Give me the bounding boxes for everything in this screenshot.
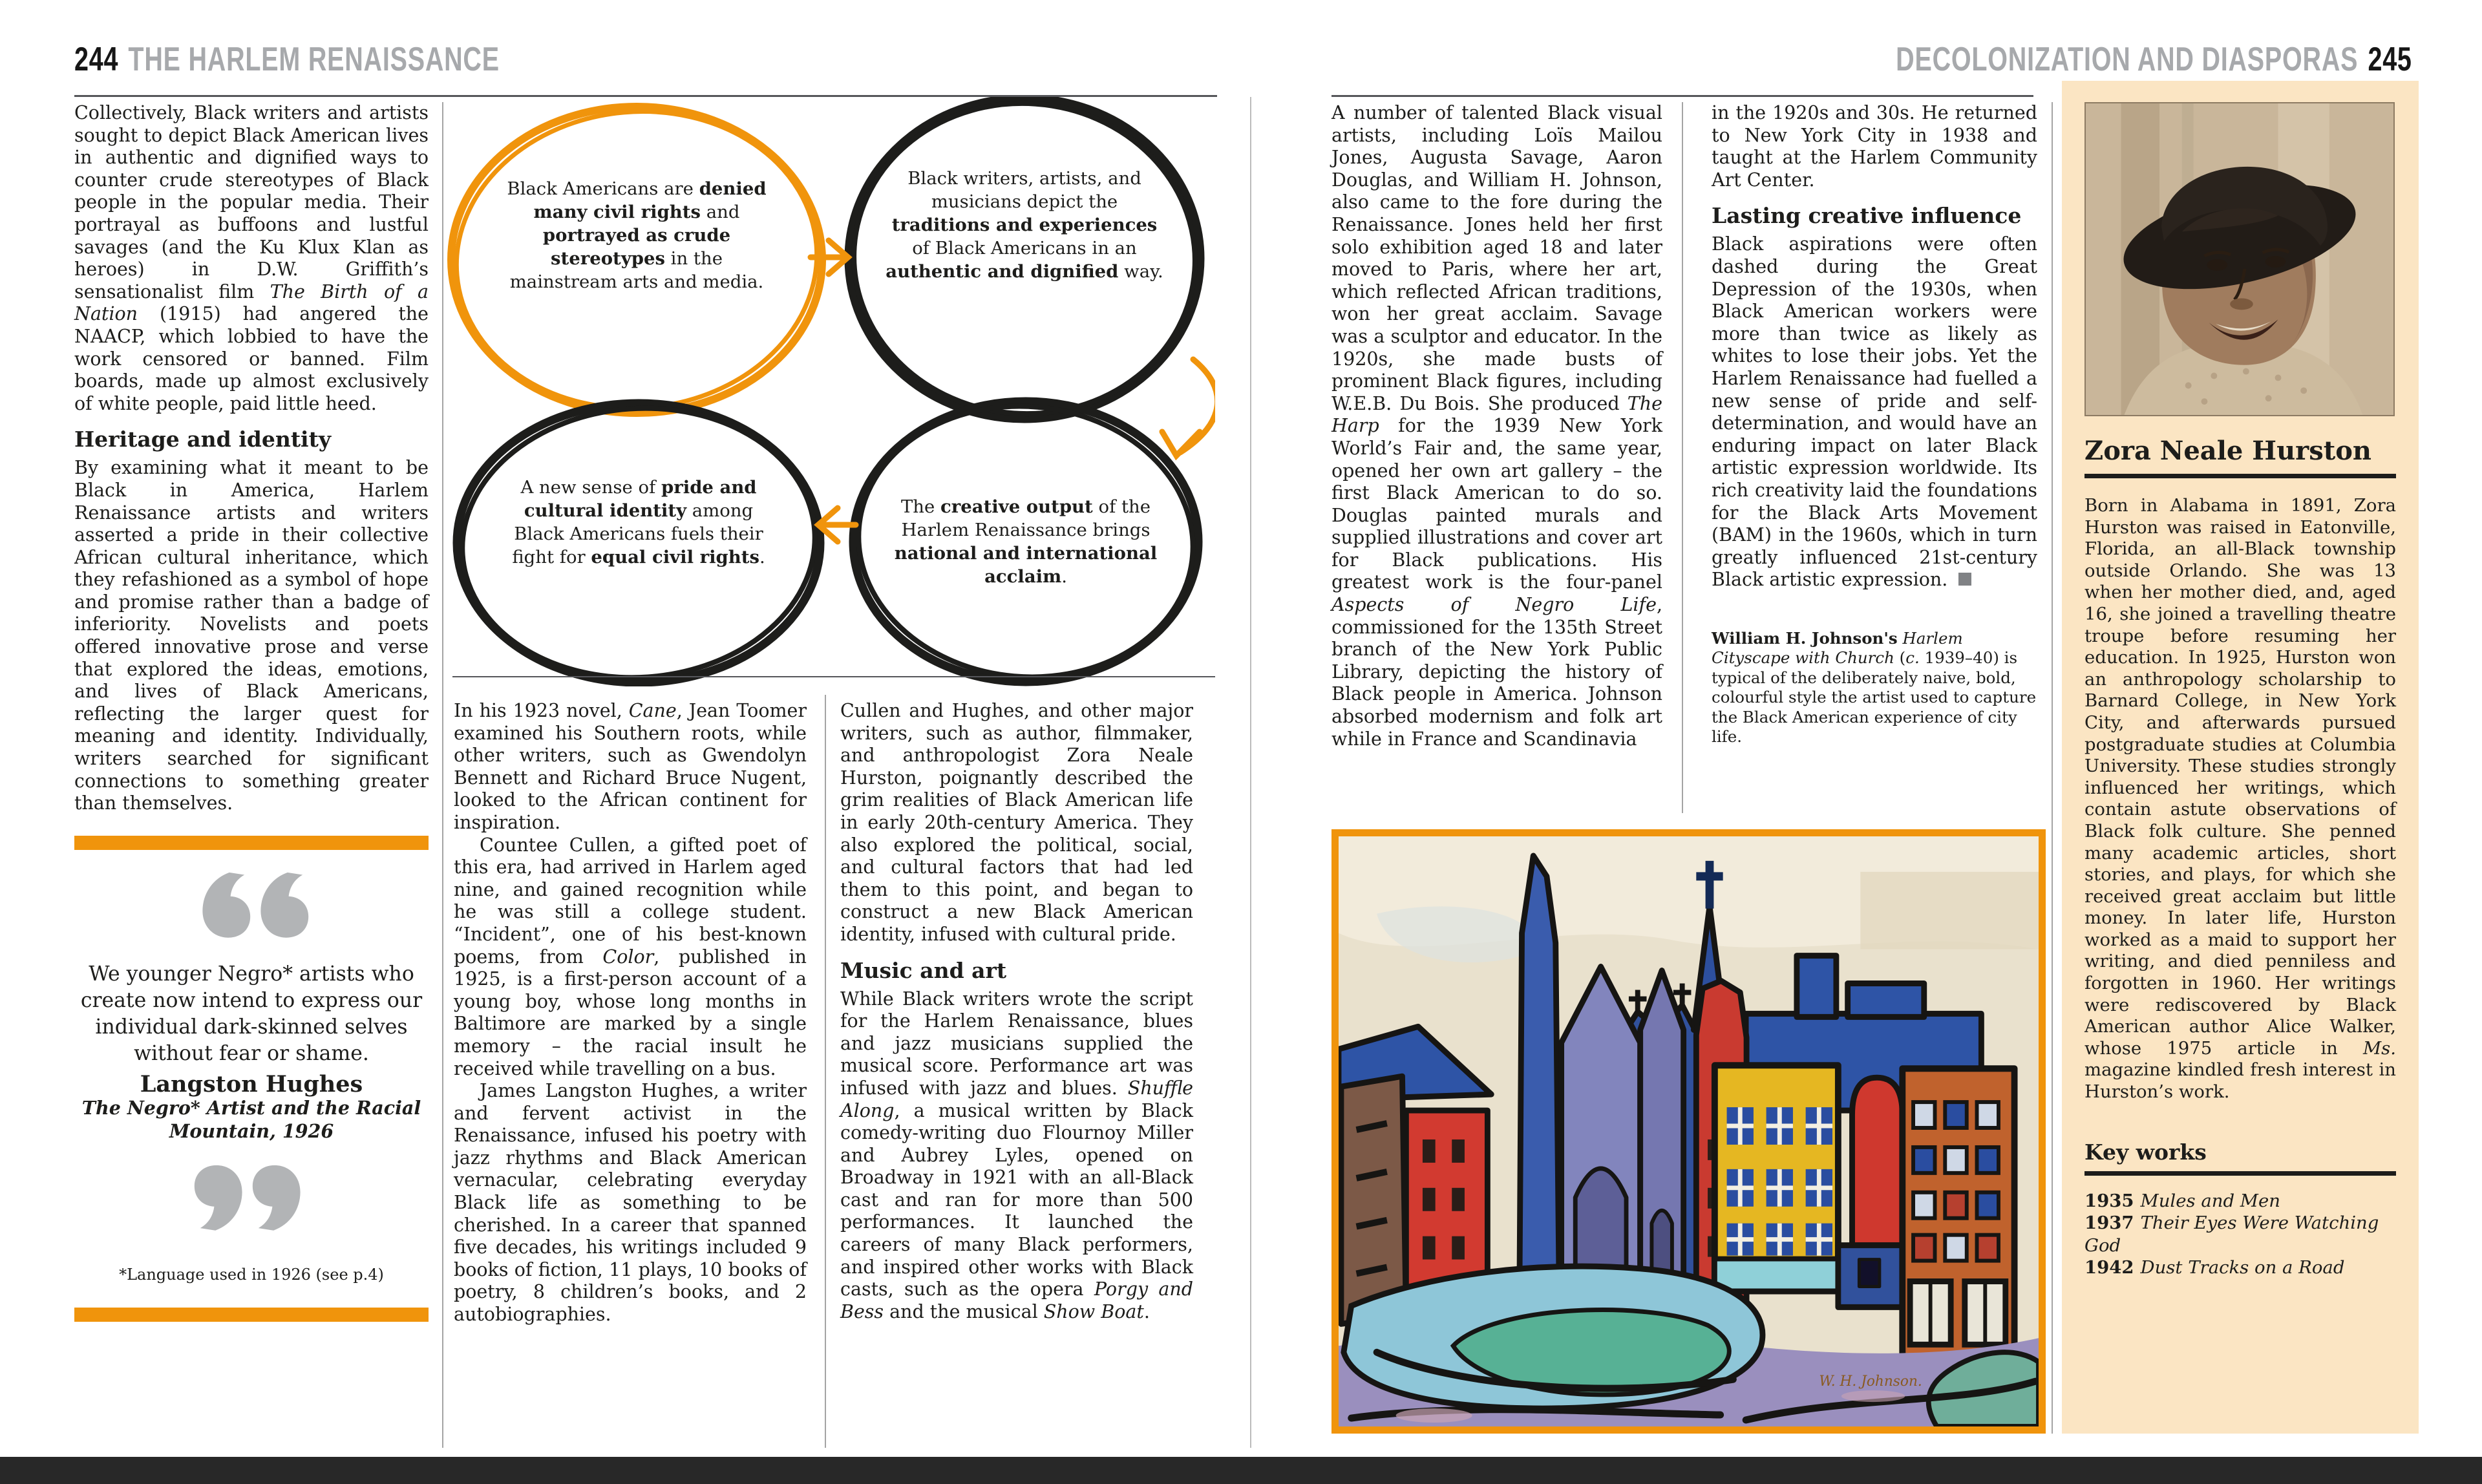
painting-caption: William H. Johnson's Harlem Cityscape with Church (c. 1939–40) is typical of the deliberately naive, bold, colourful style the artist used to capture the Black American experience of city life. <box>1712 628 2037 747</box>
zora-neale-hurston-photo <box>2084 102 2395 416</box>
divider-right-col2 <box>2052 102 2053 1434</box>
key-works-heading: Key works <box>2084 1139 2207 1165</box>
key-work-item: 1935 Mules and Men <box>2084 1190 2280 1211</box>
quote-text: We younger Negro* artists who create now intend to express our individual dark-skinned selves without fear or shame. <box>80 962 423 1066</box>
left-column-1 <box>74 102 429 1322</box>
biography-sidebar <box>2062 81 2419 1434</box>
painting-signature: W. H. Johnson. <box>1819 1373 1922 1390</box>
diagram-circle-1-text: Black Americans are denied many civil rights and portrayed as crude stereotypes in the mainstream arts and media. <box>507 178 767 292</box>
page-bottom-edge <box>0 1457 2482 1484</box>
key-works-list <box>2084 1190 2396 1279</box>
right-column-1 <box>1331 102 1662 750</box>
sidebar-bio: Born in Alabama in 1891, Zora Hurston was raised in Eatonville, Florida, an all-Black township outside Orlando. She was 13 when her mother died, and, aged 16, she joined a travelling theatre troupe before resuming her education. In 1925, Hurston won an anthropology scholarship to Barnard College, in New York City, and afterwards pursued postgraduate studies at Columbia University. These studies strongly influenced her writings, which contain astute observations of Black folk culture. She penned many academic articles, short stories, and plays, for which she received great acclaim but little money. In later life, Hurston worked as a maid to support her writing, and died penniless and forgotten in 1960. Her writings were rediscovered by Black American author Alice Walker, whose 1975 article in Ms. magazine kindled fresh interest in Hurston’s work. <box>2084 495 2396 1103</box>
diagram-bottom-rule <box>452 676 1215 677</box>
paragraph: Countee Cullen, a gifted poet of this era, had arrived in Harlem aged nine, and gained recognition while he was still a college student. “Incident”, one of his best-known poems, from Color, published in 1925, is a first-person account of a young boy, whose long months in Baltimore are marked by a single memory – the racial insult he received while travelling on a bus. <box>454 834 807 1079</box>
quote-bottom-bar <box>74 1308 429 1322</box>
paragraph: In his 1923 novel, Cane, Jean Toomer examined his Southern roots, while other writers, such as Gwendolyn Bennett and Richard Bruce Nugent, looked to the African continent for inspiration. <box>454 700 807 833</box>
divider-left-col1 <box>442 102 443 1448</box>
paragraph: Collectively, Black writers and artists sought to depict Black American lives in authentic and dignified ways to counter crude stereotypes of Black people in the popular media. Their portrayal as buffoons and lustful savages (and the Ku Klux Klan as heroes) in D.W. Griffith’s sensationalist film The Birth of a Nation (1915) had angered the NAACP, which lobbied to have the work censored or banned. Film boards, made up almost exclusively of white people, paid little heed. <box>74 102 429 414</box>
paragraph: James Langston Hughes, a writer and fervent activist in the Renaissance, infused his poetry with jazz rhythms and Black American vernacular, celebrating everyday Black life as something to be cherished. In a career that spanned five decades, his writings included 9 books of fiction, 11 plays, 10 books of poetry, 8 children’s books, and 2 autobiographies. <box>454 1080 807 1326</box>
divider-left-col2 <box>825 695 826 1448</box>
paragraph: Cullen and Hughes, and other major writers, such as author, filmmaker, and anthropologist Zora Neale Hurston, poignantly described the grim realities of Black American life in early 20th-century America. They also explored the political, social, and cultural factors that had led them to this point, and began to construct a new Black American identity, infused with cultural pride. <box>840 700 1193 945</box>
left-column-3 <box>840 700 1193 1323</box>
left-page-header <box>74 40 500 79</box>
paragraph: A number of talented Black visual artists, including Loïs Mailou Jones, Augusta Savage, Aaron Douglas, and William H. Johnson, also came to the fore during the Renaissance. Jones held her first solo exhibition aged 18 and later moved to Paris, where her art, which reflected African traditions, won her great acclaim. Savage was a sculptor and educator. In the 1920s, she made busts of prominent Black figures, including W.E.B. Du Bois. She produced The Harp for the 1939 New York World’s Fair and, the same year, opened her own art gallery – the first Black American to do so. Douglas painted murals and supplied illustrations and cover art for Black publications. His greatest work is the four-panel Aspects of Negro Life, commissioned for the 135th Street branch of the New York Public Library, depicting the history of Black people in America. Johnson absorbed modernism and folk art while in France and Scandinavia <box>1331 102 1662 750</box>
arrow-curved-down-icon <box>1162 359 1215 456</box>
key-works-rule <box>2084 1171 2396 1176</box>
quote-author: Langston Hughes <box>140 1071 363 1098</box>
right-header-rule <box>1331 95 2033 97</box>
sidebar-name-rule <box>2084 474 2396 478</box>
right-page-title: DECOLONIZATION AND DIASPORAS <box>1896 41 2359 78</box>
section-heading-influence: Lasting creative influence <box>1712 203 2022 229</box>
quote-top-bar <box>74 836 429 850</box>
painting-harlem-cityscape <box>1331 829 2046 1434</box>
left-page-title: THE HARLEM RENAISSANCE <box>128 41 500 78</box>
paragraph: By examining what it meant to be Black in America, Harlem Renaissance artists and writers asserted a pride in their collective African cultural inheritance, which they refashioned as a symbol of hope and promise rather than a badge of inferiority. Novelists and poets offered innovative prose and verse that explored the ideas, emotions, and lives of Black Americans, reflecting the larger quest for meaning and identity. Individually, writers searched for significant connections to something greater than themselves. <box>74 457 429 814</box>
key-work-item: 1937 Their Eyes Were Watching God <box>2084 1213 2379 1256</box>
quote-source: The Negro* Artist and the Racial Mountain, 1926 <box>81 1097 421 1142</box>
left-column-2 <box>454 700 807 1326</box>
section-heading-music: Music and art <box>840 957 1007 983</box>
quote-footnote: *Language used in 1926 (see p.4) <box>119 1265 384 1284</box>
sidebar-name: Zora Neale Hurston <box>2084 436 2372 466</box>
open-quote-icon <box>74 868 429 951</box>
right-page-number: 245 <box>2368 41 2412 78</box>
diagram-circle-3-text: A new sense of pride and cultural identity among Black Americans fuels their fight for equal civil rights. <box>512 477 765 567</box>
close-quote-icon <box>74 1161 429 1244</box>
right-column-2 <box>1712 102 2037 747</box>
key-work-item: 1942 Dust Tracks on a Road <box>2084 1257 2345 1278</box>
page-gutter-line <box>1250 97 1251 1448</box>
paragraph: While Black writers wrote the script for the Harlem Renaissance, blues and jazz musicians supplied the musical score. Performance art was infused with jazz and blues. Shuffle Along, a musical written by Black comedy-writing duo Flournoy Miller and Aubrey Lyles, opened on Broadway in 1921 with an all-Black cast and ran for more than 500 performances. It launched the careers of many Black performers, and inspired other works with Black casts, such as the opera Porgy and Bess and the musical Show Boat. <box>840 988 1193 1322</box>
diagram-circle-4-text: The creative output of the Harlem Renaissance brings national and international acclaim. <box>894 496 1158 587</box>
diagram-circle-2-text: Black writers, artists, and musicians depict the traditions and experiences of Black Americans in an authentic and dignified way. <box>886 168 1163 282</box>
right-page-header <box>1896 40 2412 79</box>
left-page-number: 244 <box>74 41 119 78</box>
paragraph: in the 1920s and 30s. He returned to New York City in 1938 and taught at the Harlem Community Art Center. <box>1712 102 2037 191</box>
section-heading-heritage: Heritage and identity <box>74 427 332 452</box>
paragraph: Black aspirations were often dashed during the Great Depression of the 1930s, when Black American workers were more than twice as likely as whites to lose their jobs. Yet the Harlem Renaissance had fuelled a new sense of pride and self-determination, and would have an enduring impact on later Black artistic expression worldwide. Its rich creativity laid the foundations for the Black Arts Movement (BAM) in the 1960s, which in turn greatly influenced 21st-century Black artistic expression. <box>1712 233 2037 591</box>
divider-right-col1 <box>1682 102 1683 813</box>
